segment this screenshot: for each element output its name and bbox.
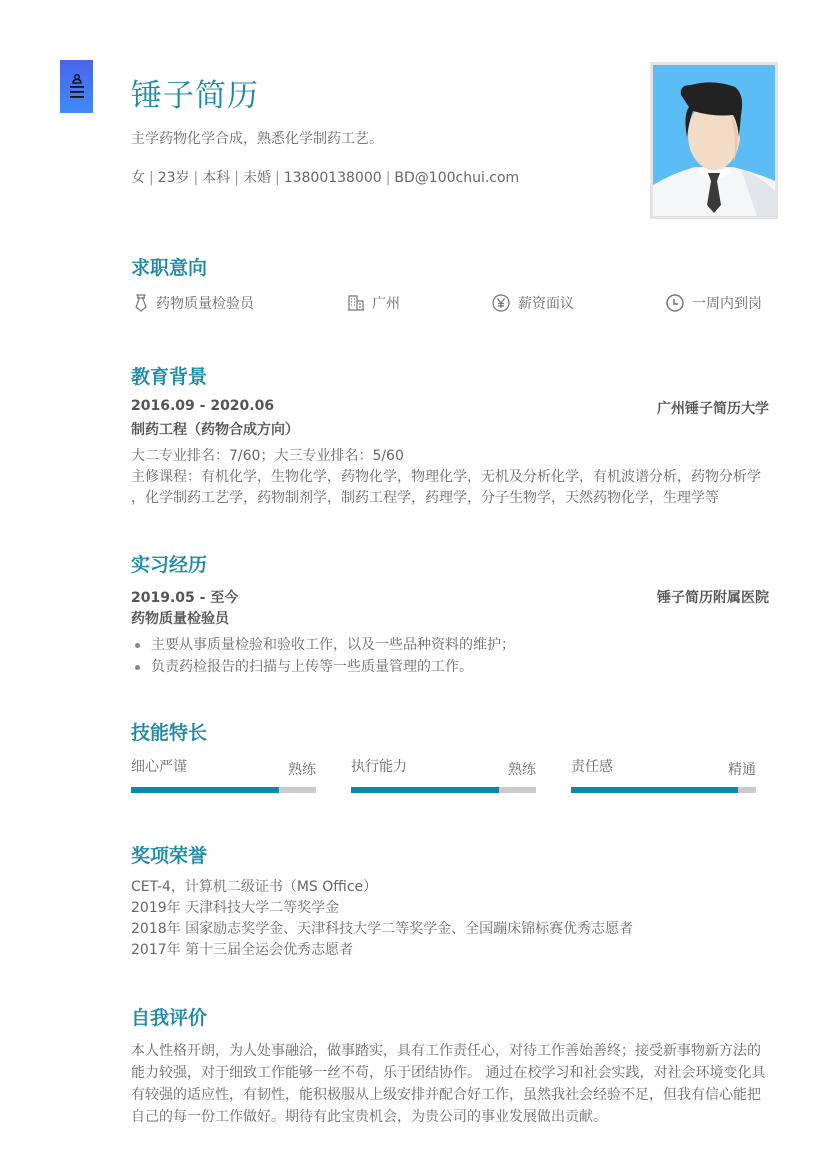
divider: | [274, 170, 280, 186]
skill-progress-fill [571, 787, 738, 793]
info-phone: 13800138000 [283, 170, 382, 186]
section-title-education: 教育背景 [131, 366, 208, 388]
award-item: CET-4，计算机二级证书（MS Office） [131, 879, 378, 895]
info-gender: 女 [131, 170, 145, 186]
info-email: BD@100chui.com [394, 170, 520, 186]
divider: | [149, 170, 154, 186]
intent-position [134, 293, 254, 313]
personal-info [131, 167, 519, 187]
internship-role: 药物质量检验员 [131, 611, 229, 627]
list-item: 主要从事质量检验和验收工作，以及一些品种资料的维护； [131, 634, 515, 656]
intent-position-label: 药物质量检验员 [156, 296, 254, 312]
intent-salary-label: 薪资面议 [518, 296, 574, 312]
education-ranking: 大二专业排名：7/60；大三专业排名：5/60 [131, 448, 404, 464]
list-item: 负责药检报告的扫描与上传等一些质量管理的工作。 [131, 656, 515, 678]
awards-list [131, 877, 633, 961]
internship-period: 2019.05 - 至今 [131, 590, 239, 606]
internship-org: 锤子简历附属医院 [657, 590, 769, 606]
award-item: 2018年 国家励志奖学金、天津科技大学二等奖学金、全国蹦床锦标赛优秀志愿者 [131, 921, 634, 937]
skill-level: 精通 [728, 762, 756, 778]
avatar-photo [653, 65, 775, 216]
info-age: 23岁 [157, 170, 190, 186]
skill-progress-bar [131, 787, 316, 793]
education-major: 制药工程（药物合成方向） [131, 422, 299, 438]
section-title-intent: 求职意向 [131, 257, 208, 279]
skill-label: 责任感 [571, 759, 613, 775]
award-item: 2017年 第十三届全运会优秀志愿者 [131, 942, 354, 958]
resume-name: 锤子简历 [131, 78, 259, 114]
section-title-self-eval: 自我评价 [131, 1007, 208, 1029]
avatar [650, 62, 778, 219]
intent-city-label: 广州 [372, 296, 400, 312]
skill-progress-fill [131, 787, 279, 793]
skill-level: 熟练 [288, 762, 316, 778]
intent-city [348, 293, 400, 313]
internship-duties [131, 634, 515, 678]
self-evaluation-text: 本人性格开朗，为人处事融洽，做事踏实，具有工作责任心，对待工作善始善终；接受新事物新方法的能力较强，对于细致工作能够一丝不苟，乐于团结协作。 通过在校学习和社会实践，对社会环境变化具有较强的适应性，有韧性，能积极服从上级安排并配合好工作，虽然我社会经验不足，但我有信心能把自己的每一份工作做好。期待有此宝贵机会，为贵公司的事业发展做出贡献。 [131, 1043, 766, 1125]
divider: | [385, 170, 391, 186]
intent-availability-label: 一周内到岗 [692, 296, 762, 312]
skill-progress-bar [351, 787, 536, 793]
clock-icon [666, 294, 684, 312]
section-title-internship: 实习经历 [131, 554, 208, 576]
education-courses-cont: ，化学制药工艺学，药物制剂学，制药工程学，药理学，分子生物学，天然药物化学，生理学等 [131, 490, 719, 506]
info-marital: 未婚 [242, 170, 271, 186]
section-title-awards: 奖项荣誉 [131, 845, 208, 867]
intent-availability [666, 293, 762, 313]
skill-progress-fill [351, 787, 499, 793]
skill-label: 执行能力 [351, 759, 407, 775]
resume-icon [69, 73, 85, 101]
info-degree: 本科 [202, 170, 231, 186]
education-school: 广州锤子简历大学 [657, 401, 769, 417]
tie-icon [134, 294, 148, 312]
education-courses: 主修课程：有机化学，生物化学，药物化学，物理化学，无机及分析化学，有机波谱分析，药物分析学 [131, 469, 761, 485]
education-period: 2016.09 - 2020.06 [131, 398, 275, 414]
divider: | [234, 170, 239, 186]
section-title-skills: 技能特长 [131, 722, 208, 744]
yen-icon [492, 294, 510, 312]
resume-badge [60, 60, 93, 113]
resume-summary: 主学药物化学合成，熟悉化学制药工艺。 [131, 131, 383, 147]
award-item: 2019年 天津科技大学二等奖学金 [131, 900, 340, 916]
skill-level: 熟练 [508, 762, 536, 778]
skill-progress-bar [571, 787, 756, 793]
divider: | [193, 170, 199, 186]
building-icon [348, 295, 364, 311]
skill-label: 细心严谨 [131, 759, 187, 775]
intent-salary [492, 293, 574, 313]
